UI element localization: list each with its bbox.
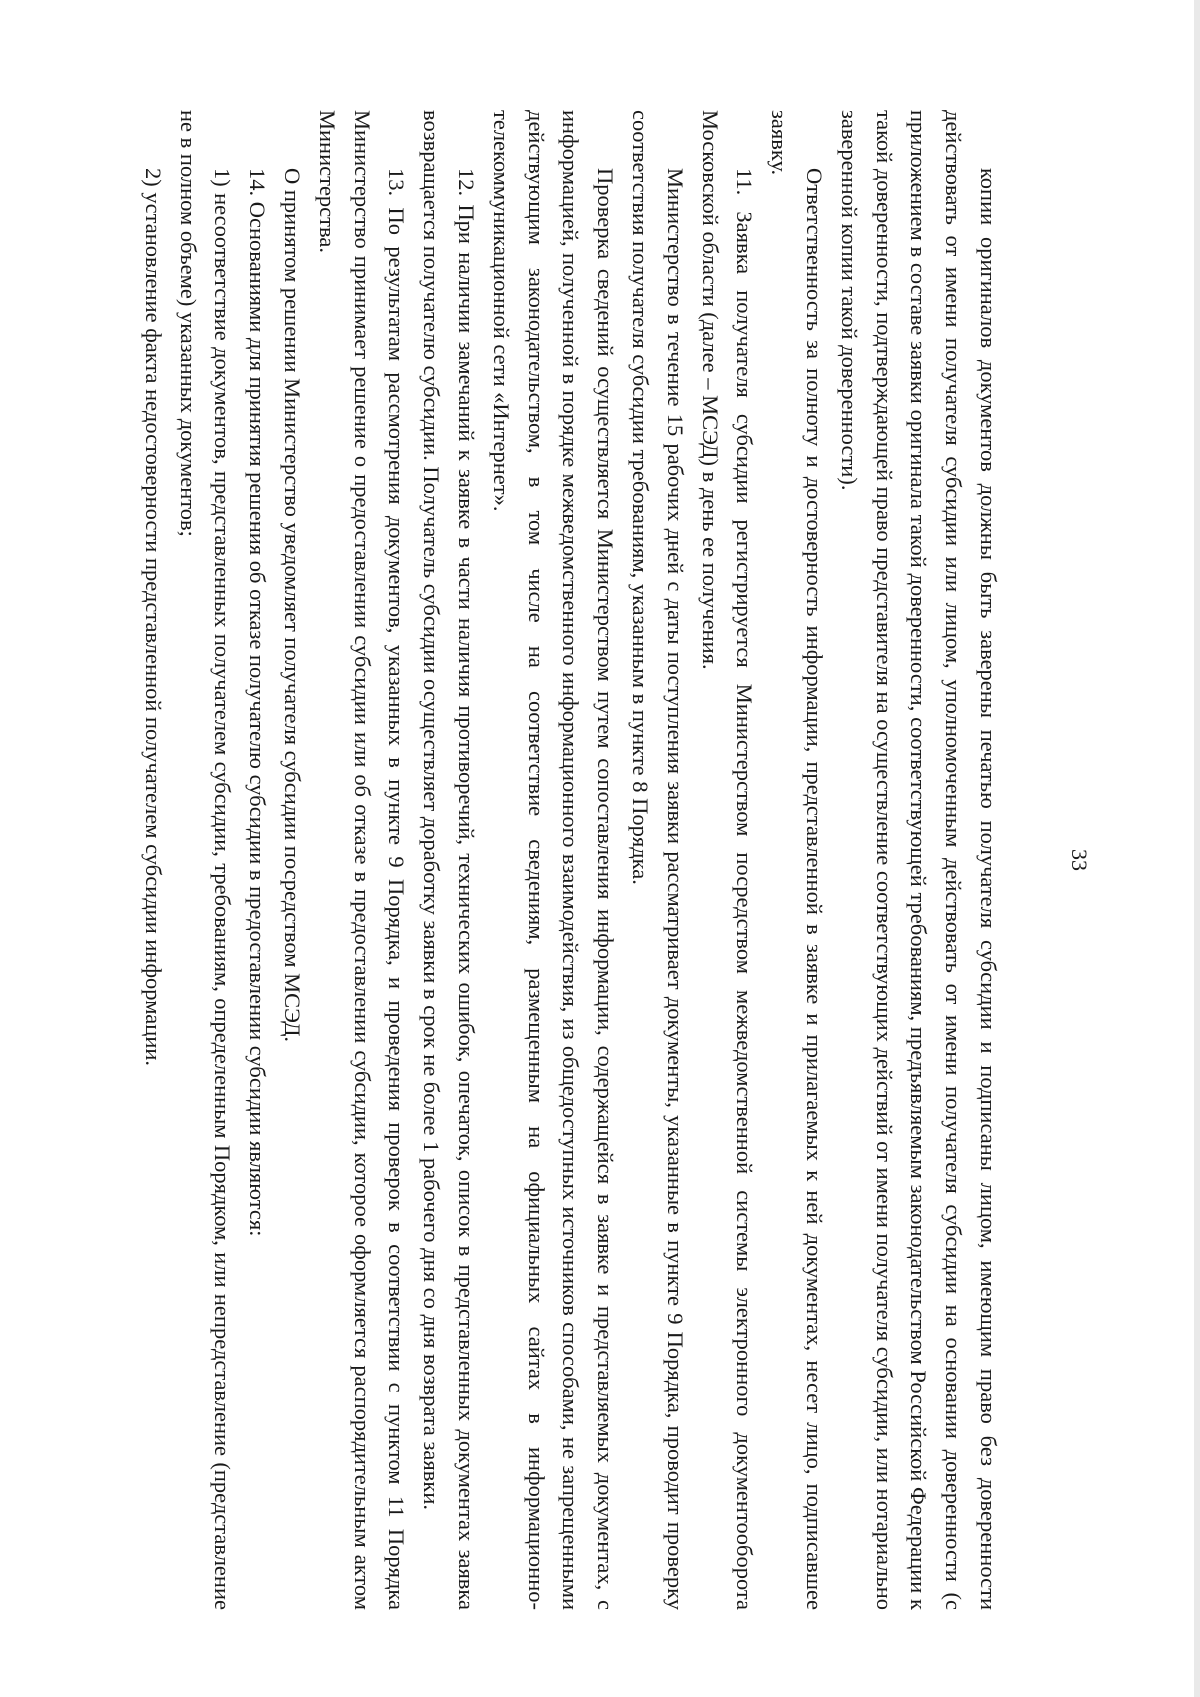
page-number: 33: [1067, 849, 1092, 871]
paragraph-responsibility: Ответственность за полноту и достоверность информации, представленной в заявке и прилагаемых к ней документах, несет лицо, подписавшее заявку.: [767, 110, 828, 1610]
paragraph-review-period: Министерство в течение 15 рабочих дней с даты поступления заявки рассматривает документы, указанные в пункте 9 Порядка, проводит проверку соответствия получателя субсидии требованиям, указанным в пункте 8 Порядка.: [628, 110, 688, 1610]
document-body: [135, 110, 1005, 1610]
list-item-2: 2) установление факта недостоверности представленной получателем субсидии информации.: [140, 168, 166, 1067]
rotated-document-page: [60, 80, 1100, 1640]
paragraph-14-grounds: 14. Основаниями для принятия решения об отказе получателю субсидии в предоставлении субсидии являются:: [245, 168, 271, 1237]
list-item-1: 1) несоответствие документов, представленных получателем субсидии, требованиям, определенным Порядком, или непредставление (представление не в полном объеме) указанных документов;: [175, 110, 236, 1610]
paragraph-signatures: копии оригиналов документов должны быть заверены печатью получателя субсидии и подписаны лицом, имеющим право без доверенности действовать от имени получателя субсидии или лицом, уполномоченным действовать от имени получателя субсидии на основании доверенности (с приложением в составе заявки оригинала такой доверенности, соответствующей требованиям, предъявляемым законодательством Российской Федерации к такой доверенности, подтверждающей право представителя на осуществление соответствующих действий от имени получателя субсидии, или нотариально заверенной копии такой доверенности).: [836, 110, 1001, 1610]
paragraph-11-registration: 11. Заявка получателя субсидии регистрируется Министерством посредством межведомственной системы электронного документооборота Московской области (далее – МСЭД) в день ее получения.: [697, 110, 758, 1610]
paragraph-notification: О принятом решении Министерство уведомляет получателя субсидии посредством МСЭД.: [280, 168, 306, 1043]
paragraph-verification: Проверка сведений осуществляется Министерством путем сопоставления информации, содержащейся в заявке и представляемых документах, с информацией, полученной в порядке межведомственного информационного взаимодействия, из общедоступных источников способами, не запрещенными действующим законодательством, в том числе на соответствие сведениям, размещенным на официальных сайтах в информационно-телекоммуникационной сети «Интернет».: [488, 110, 619, 1610]
paragraph-13-decision: 13. По результатам рассмотрения документов, указанных в пункте 9 Порядка, и проведения проверок в соответствии с пунктом 11 Порядка Министерство принимает решение о предоставлении субсидии или об отказе в предоставлении субсидии, которое оформляется распорядительным актом Министерства.: [314, 110, 410, 1610]
paragraph-12-remarks: 12. При наличии замечаний к заявке в части наличия противоречий, технических ошибок, опечаток, описок в представленных документах заявка возвращается получателю субсидии. Получатель субсидии осуществляет доработку заявки в срок не более 1 рабочего дня со дня возврата заявки.: [419, 110, 480, 1610]
page-edge: [1194, 0, 1200, 1697]
